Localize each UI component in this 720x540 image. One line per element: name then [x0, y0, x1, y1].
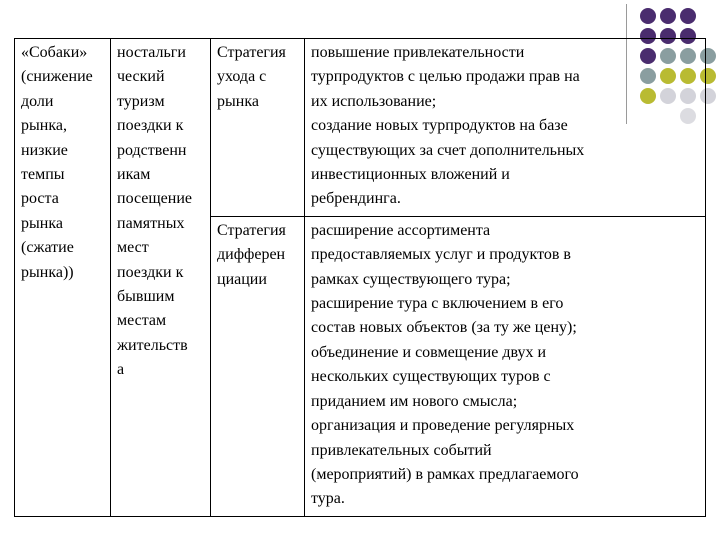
- decor-dot: [680, 8, 696, 24]
- decor-dot: [640, 8, 656, 24]
- decor-dot: [660, 8, 676, 24]
- product-text: ностальги ческий туризм поездки к родственн икам посещение памятных мест поездки к бывшим местам жительств а: [117, 44, 193, 379]
- measures-exit-text: повышение привлекательности турпродуктов с целью продажи прав на их использование; создание новых турпродуктов на базе существующих за счет дополнительных инвестиционных вложений и ребрендинга.: [311, 44, 585, 208]
- strategy-cell: [211, 39, 305, 217]
- table-row: [15, 39, 706, 217]
- strategy-cell: [211, 216, 305, 516]
- category-text: «Собаки» (снижение доли рынка, низкие темпы роста рынка (сжатие рынка)): [21, 44, 93, 281]
- measures-cell: [305, 216, 706, 516]
- measures-diff-text: расширение ассортимента предоставляемых услуг и продуктов в рамках существующего тура; расширение тура с включением в его состав новых объектов (за ту же цену); объединение и совмещение двух и нескольких существующих туров с приданием им нового смысла; организация и проведение регулярных привлекательных событий (мероприятий) в рамках предлагаемого тура.: [311, 221, 579, 508]
- strategy-table: [14, 38, 706, 517]
- measures-cell: [305, 39, 706, 217]
- category-cell: [15, 39, 111, 517]
- product-cell: [111, 39, 211, 517]
- strategy-diff-text: Стратегия дифферен циации: [217, 221, 286, 288]
- strategy-exit-text: Стратегия ухода с рынка: [217, 44, 286, 110]
